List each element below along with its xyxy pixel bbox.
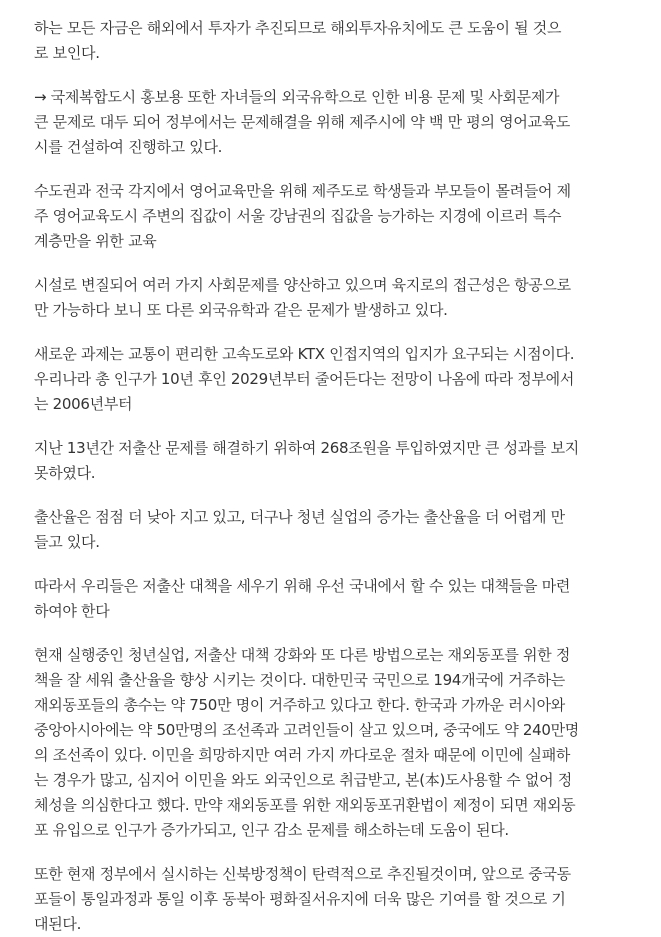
paragraph-housing-prices: 수도권과 전국 각지에서 영어교육만을 위해 제주도로 학생들과 부모들이 몰려들어 제 주 영어교육도시 주변의 집값이 서울 강남권의 집값을 능가하는 지경에 이르러 특수 계층만을 위한 교육	[34, 182, 571, 250]
paragraph-new-task: 새로운 과제는 교통이 편리한 고속도로와 KTX 인접지역의 입지가 요구되는 시점이다. 우리나라 총 인구가 10년 후인 2029년부터 줄어든다는 전망이 나옴에 따라 정부에서 는 2006년부터	[34, 345, 575, 413]
paragraph-northern-policy: 또한 현재 정부에서 실시하는 신북방정책이 탄력적으로 추진될것이며, 앞으로 중국동 포들이 통일과정과 통일 이후 동북아 평화질서유지에 더욱 많은 기여를 할 것으로 기 대된다.	[34, 865, 571, 933]
paragraph-domestic-measures: 따라서 우리들은 저출산 대책을 세우기 위해 우선 국내에서 할 수 있는 대책들을 마련 하여야 한다	[34, 577, 571, 620]
paragraph-english-education-city: → 국제복합도시 홍보용 또한 자녀들의 외국유학으로 인한 비용 문제 및 사회문제가 큰 문제로 대두 되어 정부에서는 문제해결을 위해 제주시에 약 백 만 평의 영어교육도 시를 건설하여 진행하고 있다.	[34, 88, 571, 156]
paragraph-social-problems: 시설로 변질되어 여러 가지 사회문제를 양산하고 있으며 육지로의 접근성은 항공으로 만 가능하다 보니 또 다른 외국유학과 같은 문제가 발생하고 있다.	[34, 276, 571, 319]
paragraph-low-birth-budget: 지난 13년간 저출산 문제를 해결하기 위하여 268조원을 투입하였지만 큰 성과를 보지 못하였다.	[34, 439, 579, 482]
paragraph-overseas-koreans: 현재 실행중인 청년실업, 저출산 대책 강화와 또 다른 방법으로는 재외동포를 위한 정 책을 잘 세워 출산율을 향상 시키는 것이다. 대한민국 국민으로 194개국에 거주하는 재외동포들의 총수는 약 750만 명이 거주하고 있다고 한다. 한국과 가까운 러시아와 중앙아시아에는 약 50만명의 조선족과 고려인들이 살고 있으며, 중국에도 약 240만명 의 조선족이 있다. 이민을 희망하지만 여러 가지 까다로운 절차 때문에 이민에 실패하 는 경우가 많고, 심지어 이민을 와도 외국인으로 취급받고, 본(本)도사용할 수 없어 정 체성을 의심한다고 했다. 만약 재외동포를 위한 재외동포귀환법이 제정이 되면 재외동 포 유입으로 인구가 증가가되고, 인구 감소 문제를 해소하는데 도움이 된다.	[34, 646, 579, 839]
paragraph-overseas-investment: 하는 모든 자금은 해외에서 투자가 추진되므로 해외투자유치에도 큰 도움이 될 것으 로 보인다.	[34, 19, 562, 62]
paragraph-birth-rate: 출산율은 점점 더 낮아 지고 있고, 더구나 청년 실업의 증가는 출산율을 더 어렵게 만 들고 있다.	[34, 508, 565, 551]
